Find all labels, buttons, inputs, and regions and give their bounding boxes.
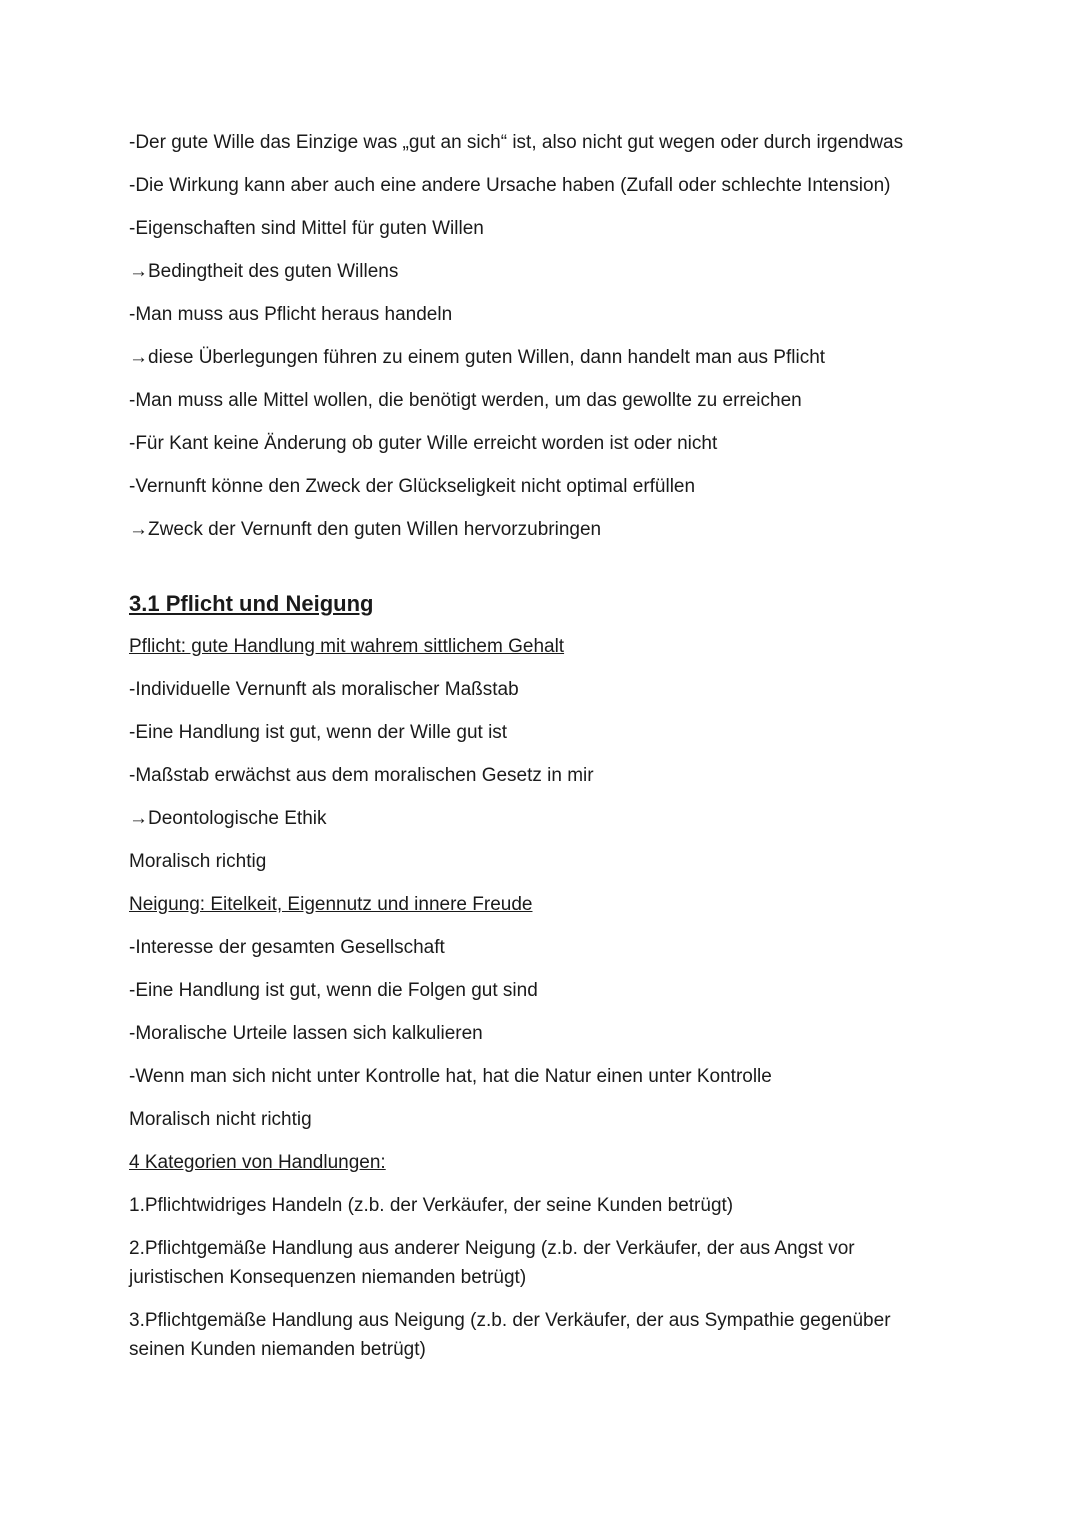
note-line: →Bedingtheit des guten Willens [129, 261, 399, 282]
note-line: -Man muss aus Pflicht heraus handeln [129, 304, 453, 325]
pflicht-item: -Individuelle Vernunft als moralischer Maßstab [129, 679, 519, 700]
section-heading: 3.1 Pflicht und Neigung [129, 591, 374, 616]
neigung-item: -Wenn man sich nicht unter Kontrolle hat, hat die Natur einen unter Kontrolle [129, 1066, 772, 1087]
neigung-item: -Moralische Urteile lassen sich kalkulieren [129, 1023, 483, 1044]
note-line: -Für Kant keine Änderung ob guter Wille erreicht worden ist oder nicht [129, 433, 718, 454]
neigung-item: -Eine Handlung ist gut, wenn die Folgen gut sind [129, 980, 538, 1001]
kategorien-block [129, 1148, 949, 1364]
note-line: →diese Überlegungen führen zu einem guten Willen, dann handelt man aus Pflicht [129, 347, 826, 368]
neigung-block [129, 890, 949, 1134]
pflicht-item: -Eine Handlung ist gut, wenn der Wille gut ist [129, 722, 508, 743]
kategorien-title: 4 Kategorien von Handlungen: [129, 1152, 386, 1173]
document-page [129, 128, 949, 1378]
neigung-title: Neigung: Eitelkeit, Eigennutz und innere Freude [129, 894, 533, 915]
kategorie-item: 1.Pflichtwidriges Handeln (z.b. der Verkäufer, der seine Kunden betrügt) [129, 1195, 734, 1216]
kategorie-item: 3.Pflichtgemäße Handlung aus Neigung (z.b. der Verkäufer, der aus Sympathie gegenüber seinen Kunden niemanden betrügt) [129, 1310, 891, 1360]
note-line: -Die Wirkung kann aber auch eine andere Ursache haben (Zufall oder schlechte Intension) [129, 175, 891, 196]
kategorie-item: 2.Pflichtgemäße Handlung aus anderer Neigung (z.b. der Verkäufer, der aus Angst vor juristischen Konsequenzen niemanden betrügt) [129, 1238, 855, 1288]
neigung-item: Moralisch nicht richtig [129, 1109, 312, 1130]
notes-block [129, 128, 949, 544]
neigung-item: -Interesse der gesamten Gesellschaft [129, 937, 445, 958]
pflicht-item: -Maßstab erwächst aus dem moralischen Gesetz in mir [129, 765, 594, 786]
pflicht-title: Pflicht: gute Handlung mit wahrem sittlichem Gehalt [129, 636, 565, 657]
pflicht-block [129, 632, 949, 876]
note-line: -Der gute Wille das Einzige was „gut an sich“ ist, also nicht gut wegen oder durch irgendwas [129, 132, 904, 153]
spacer [129, 558, 949, 588]
note-line: -Eigenschaften sind Mittel für guten Willen [129, 218, 484, 239]
pflicht-item: →Deontologische Ethik [129, 808, 327, 829]
note-line: -Man muss alle Mittel wollen, die benötigt werden, um das gewollte zu erreichen [129, 390, 802, 411]
note-line: →Zweck der Vernunft den guten Willen hervorzubringen [129, 519, 602, 540]
note-line: -Vernunft könne den Zweck der Glückseligkeit nicht optimal erfüllen [129, 476, 696, 497]
pflicht-item: Moralisch richtig [129, 851, 267, 872]
